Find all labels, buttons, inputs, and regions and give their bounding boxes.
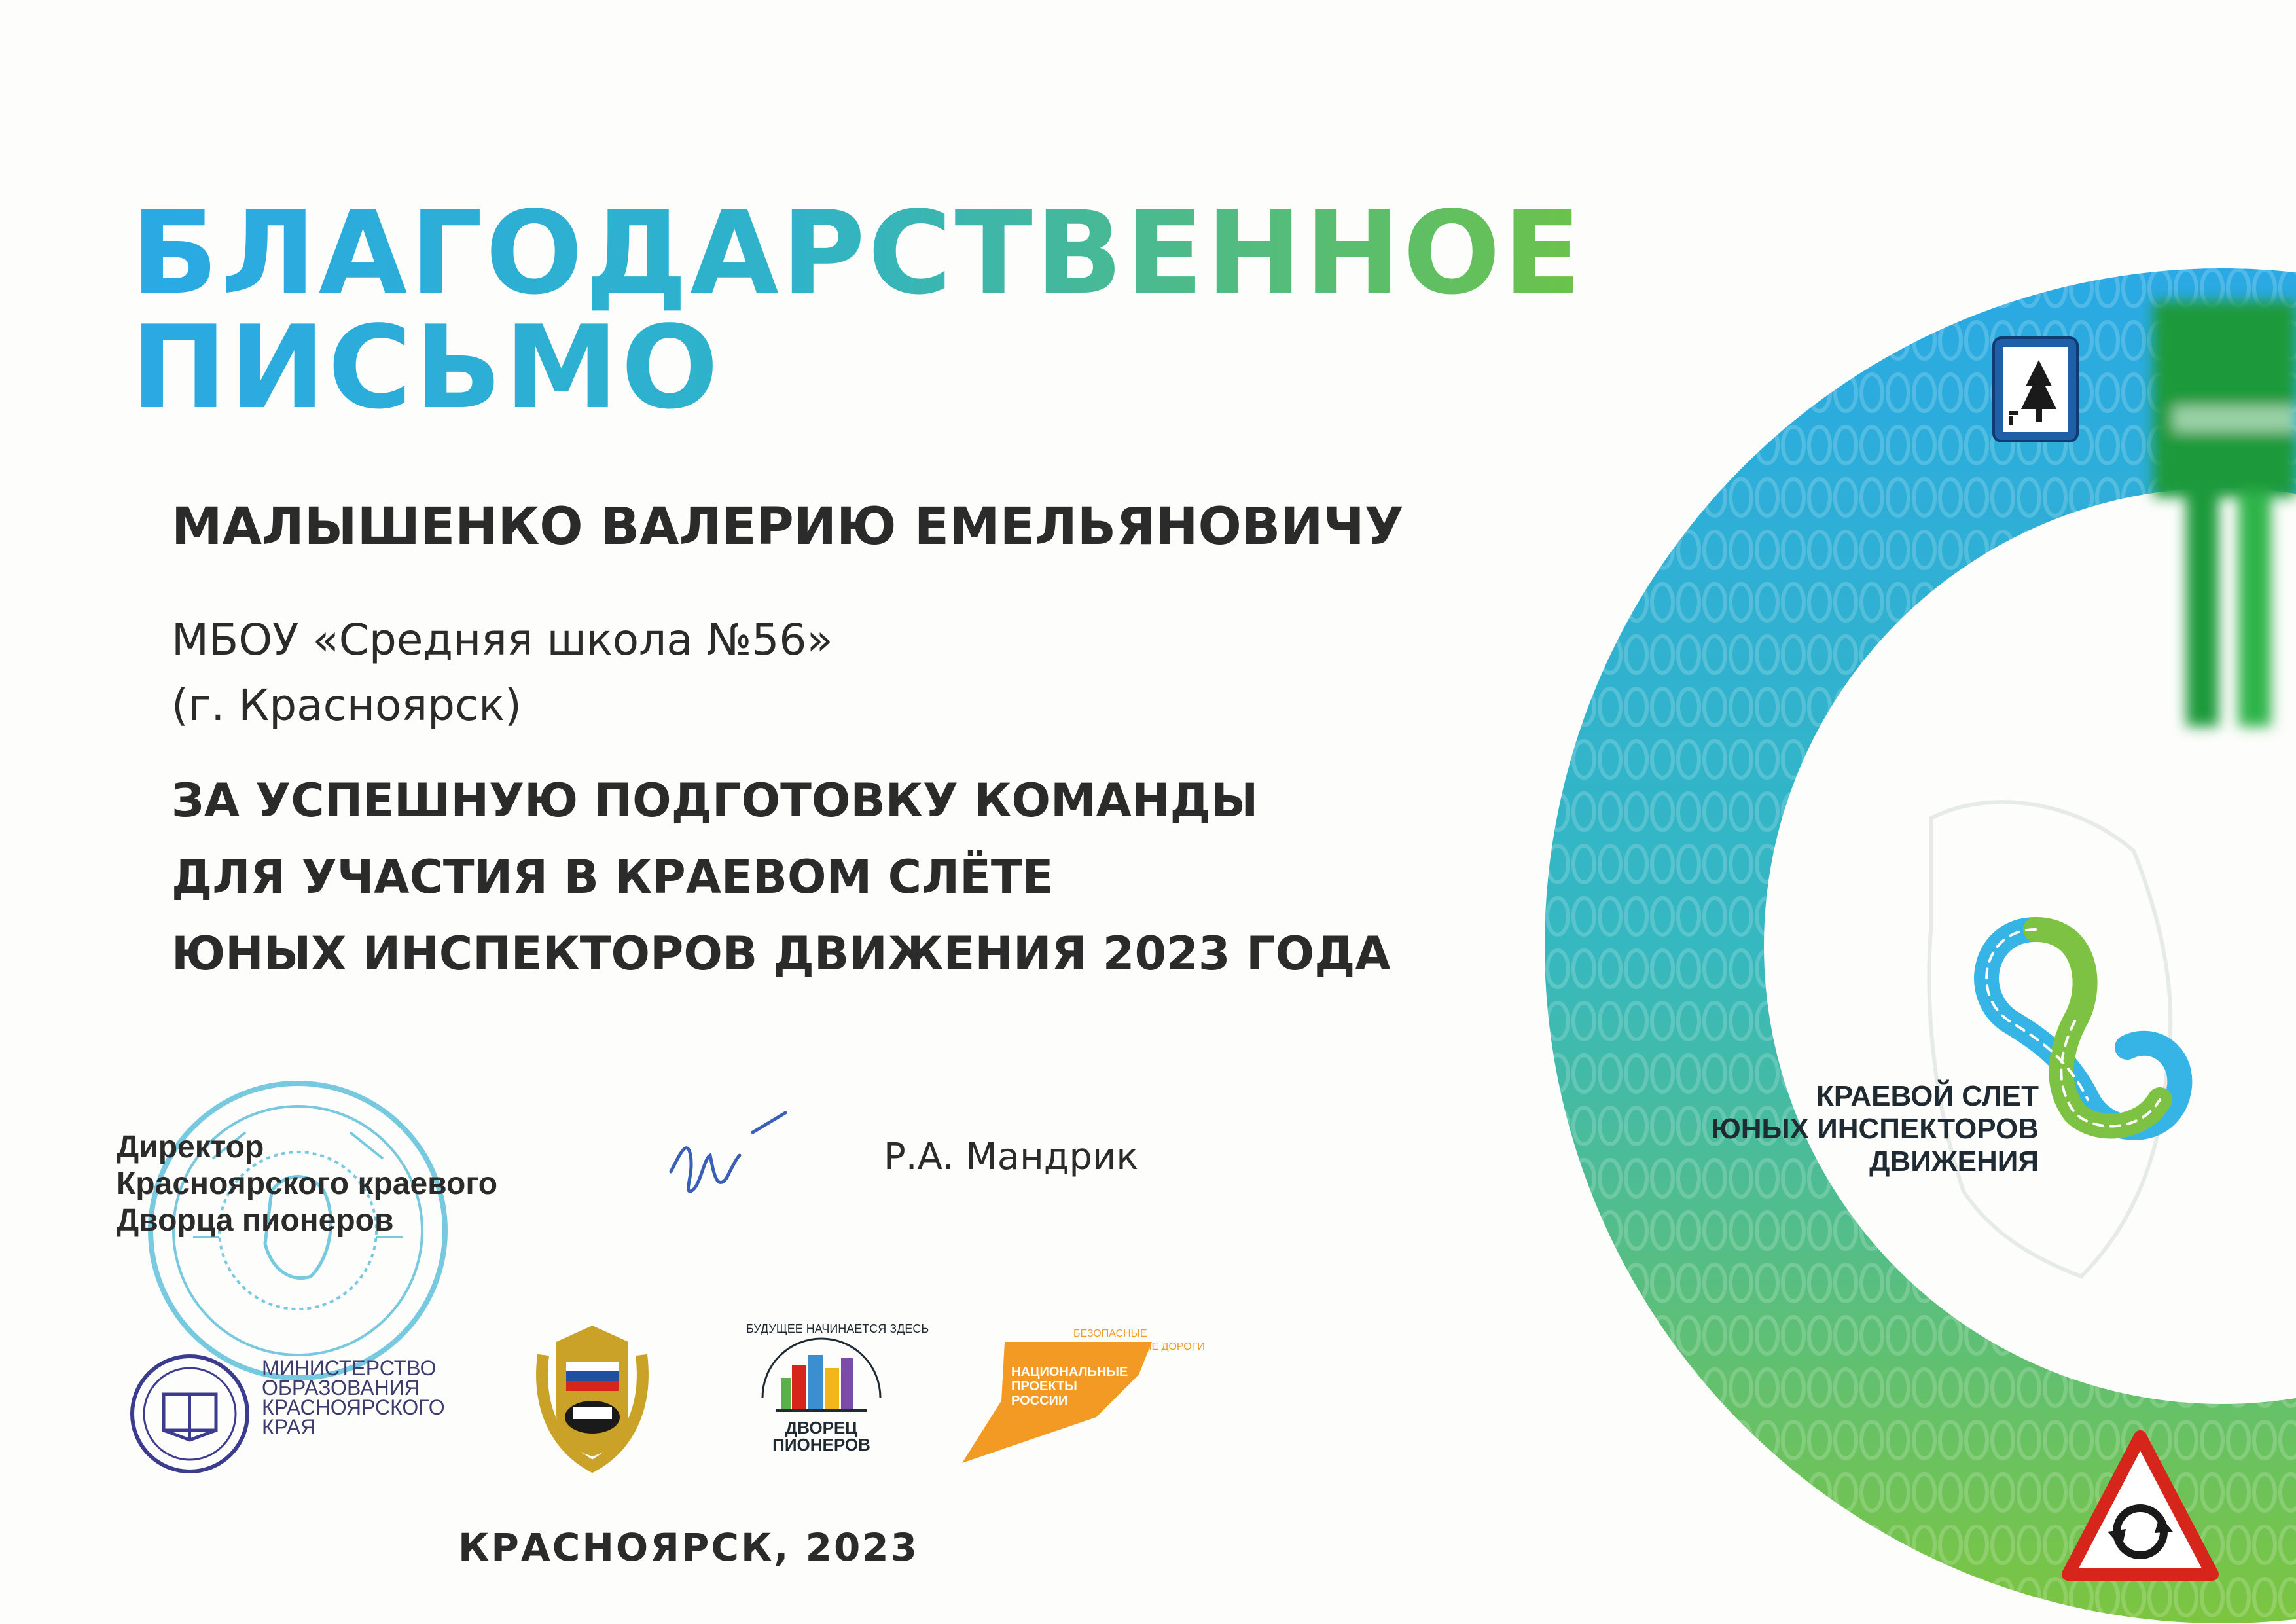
title-line-2: ПИСЬМО bbox=[131, 302, 721, 435]
national-projects-subtitle bbox=[1073, 1327, 1205, 1354]
palace-line-1: ДВОРЕЦ bbox=[785, 1418, 858, 1437]
ministry-emblem bbox=[124, 1348, 255, 1479]
signatory-title-line-1: Директор bbox=[117, 1130, 264, 1164]
recipient-organization bbox=[171, 607, 833, 738]
title-line-1: БЛАГОДАРСТВЕННОЕ bbox=[131, 187, 1584, 320]
pioneers-palace-logo-text bbox=[759, 1419, 884, 1453]
event-logo-line-1: КРАЕВОЙ СЛЕТ bbox=[1816, 1080, 2039, 1112]
signatory-name: Р.А. Мандрик bbox=[884, 1136, 1139, 1178]
roundabout-warning-sign-icon bbox=[2062, 1427, 2219, 1584]
recipient-name: МАЛЫШЕНКО ВАЛЕРИЮ ЕМЕЛЬЯНОВИЧУ bbox=[171, 497, 1404, 556]
event-logo-text bbox=[1679, 1080, 2039, 1178]
palace-line-2: ПИОНЕРОВ bbox=[772, 1435, 870, 1454]
reason-line-1: ЗА УСПЕШНУЮ ПОДГОТОВКУ КОМАНДЫ bbox=[171, 774, 1259, 827]
event-logo-line-2: ЮНЫХ ИНСПЕКТОРОВ bbox=[1711, 1113, 2039, 1145]
pioneers-palace-slogan: БУДУЩЕЕ НАЧИНАЕТСЯ ЗДЕСЬ bbox=[746, 1322, 929, 1335]
nat-top-line-2: КАЧЕСТВЕННЫЕ ДОРОГИ bbox=[1073, 1341, 1205, 1352]
ministry-line-1: МИНИСТЕРСТВО bbox=[262, 1356, 437, 1380]
signatory-title bbox=[117, 1129, 497, 1239]
ministry-line-2: ОБРАЗОВАНИЯ bbox=[262, 1376, 420, 1399]
tree-road-sign-icon bbox=[1990, 334, 2081, 445]
organization-line-2: (г. Красноярск) bbox=[171, 680, 522, 731]
nat-line-2: ПРОЕКТЫ bbox=[1011, 1379, 1077, 1394]
handwritten-signature bbox=[655, 1093, 812, 1224]
nat-line-1: НАЦИОНАЛЬНЫЕ bbox=[1011, 1365, 1128, 1379]
signatory-title-line-2: Красноярского краевого bbox=[117, 1166, 498, 1201]
organization-line-1: МБОУ «Средняя школа №56» bbox=[171, 615, 833, 665]
nat-line-3: РОССИИ bbox=[1011, 1394, 1068, 1408]
ministry-line-3: КРАСНОЯРСКОГО bbox=[262, 1396, 445, 1419]
ministry-line-4: КРАЯ bbox=[262, 1415, 316, 1439]
certificate-title bbox=[131, 187, 1584, 435]
signatory-title-line-3: Дворца пионеров bbox=[117, 1203, 394, 1238]
reason-line-3: ЮНЫХ ИНСПЕКТОРОВ ДВИЖЕНИЯ 2023 ГОДА bbox=[171, 927, 1391, 981]
reason-line-2: ДЛЯ УЧАСТИЯ В КРАЕВОМ СЛЁТЕ bbox=[171, 850, 1054, 904]
green-road-sign-decoration bbox=[2134, 275, 2296, 746]
nat-top-line-1: БЕЗОПАСНЫЕ bbox=[1073, 1328, 1147, 1339]
traffic-police-emblem bbox=[524, 1316, 661, 1473]
footer-city-year: КРАСНОЯРСК, 2023 bbox=[458, 1525, 920, 1570]
event-logo-line-3: ДВИЖЕНИЯ bbox=[1869, 1146, 2039, 1178]
award-reason bbox=[171, 763, 1391, 992]
national-projects-text bbox=[1011, 1365, 1128, 1408]
ministry-logo-text bbox=[262, 1358, 445, 1437]
